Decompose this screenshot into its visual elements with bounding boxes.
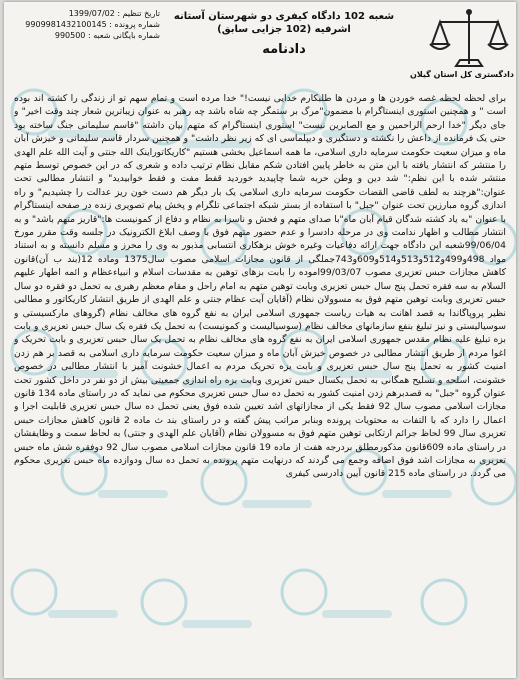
judgment-paragraph: برای لحظه لحظه غصه خوردن ها و مردن ها طلبکارم خدایی نیست!" خدا مرده است و تمام سهم تو از زندگی را کشته اند بوده است " و همچنین استوری اینستاگرام با مضمون"مرگ بر ستمگر چه شاه باشد چه رهبر به عنوان زیباترین شعار چند وقت اخیر" و جای دیگر "خدا ارحم الراحمین و مع الصابرین نیست" استوری اینستاگرام که متهم بیان داشته "قاسم سلیمانی جنگ ساخته بود حتی یک فرمانده از داعش را نکشته و دستگیری و دیپلماسی ای که زیر نظر داشت" و همچنین سردار قاسم سلیمانی و خیزش آبان ماه و میزان سعیت حکومت سرمایه داری اسلامی، ما همه اسماعیل بخشی هستیم "کاریکاتوراینک الله جنتی و آیت الله علم الهدی را منتشر که انتشار یافته با این متن به خاطر پایین افتادن شکم مقابل نظام ترتیب داده و شعری که در این خصوص توسط متهم منتشر شده با این نظم:" شد دین و وطن حربه شما چاپیدید خوردید قفط مفت و فقط خوابیدید" و انتشار مطالبی تحت عنوان:"هرچند به لطف قاضی القضات حکومت سرمایه داری اسلامی یک بار دیگر هم دست خون ریز عدالت را چشیدیم" و راه اندازی گروه مبارزین تحت عنوان "جبل" با استفاده از بستر شبکه اجتماعی تلگرام و پخش پیام تصویری زنده در صفحه اینستاگرام با عنوان "به یاد کشته شدگان قیام آبان ماه"با صدای متهم و فحش و ناسزا به نظام و دفاع از کمونیست ها:"قاریز متهم باشد" و به انتشار مطالب و اظهار ندامت وی در مرحله دادسرا و عدم حضور متهم فوق با وصف ابلاغ الکترونیک در جلسه وقت مقرر مورخ 99/06/04شعبه این دادگاه جهت ارائه دفاعیات وغیره خوش بزهکاری انتسابی مذبور به وی را محرز و مسلم دانسته و به استناد مواد 498و499و512و513و514و609و743جملگی از قانون مجازات اسلامی مصوب سال1375 وماده 12(بند ب آن)قانون کاهش مجازات حبس تعزیری مصوب 99/03/07اموده را بابت بزهای توهین به مقدسات اسلام و انبیاءعظام و ائمه اطهار علیهم السلام به سه فقره تحمل پنج سال حبس تعزیری وبابت توهین متهم به امام راحل و مقام معظم رهبری به تحمل دو فقره دو سال حبس تعزیری وبابت توهین متهم فوق به مسوولان نظام (آقایان آیت عظام جنتی و علم الهدی از طریق انتشار کاریکاتور و مطالبی نظیر پروپاگاندا به قصد اهانت به هیات ریاست جمهوری اسلامی ایران به نفع گروه های مخالف نظام (گروهای مارکسیستی و سوسیالیستی و نیز تبلیغ بنفع سازمانهای مخالف نظام (سوسیالیست و کمونیست) به تحمل یک فقره یک سال حبس تعزیری و بابت بزه تبلیغ علیه نظام مقدس جمهوری اسلامی ایران به نفع گروه های مخالف نظام به تحمل یک سال حبس تعزیری و بابت تحریک و اغوا مردم از طریق انتشار مطالبی در خصوص خیزش آبان ماه و میزان سعیت حکومت سرمایه داری اسلامی به قصد بر هم زدن امنیت کشور به تحمل پنج سال حبس تعزیری و بابت بزه تحریک مردم به اعمال خشونت آمیز با انتشار مطالبی در خصوص خشونت، اسلحه و تسلیح همگانی به تحمل یکسال حبس تعزیری وبابت بزه راه اندازی جمعیتی بیش از دو نفر در داخل کشور تحت عنوان گروه "جبل" به قصدبرهم زدن امنیت کشور به تحمل ده سال حبس تعزیری محکوم می نماید که در راستای ماده 134 قانون مجازات اسلامی مصوب سال 92 فقط یکی از مجازاتهای اشد تعیین شده فوق یعنی تحمل ده سال حبس تعزیری قابلیت اجرا و اعمال را دارد که با التفات به محتویات پرونده وبنابر مراتب پیش گفته و در راستای بند ث ماده 2 قانون کاهش مجازات حبس تعزیری سال 99 لحاظ جرائم ارتکابی توهین متهم فوق به مسوولان نظام (آقایان علم الهدی و جنتی) به لحاظ سمت و وظایفشان در راستای ماده 609قانون مذکورمطلق بردرجه هفت از ماده 19 قانون مجازات اسلامی مصوب سال 92 دوفقره شش ماه حبس تعزیری به مجازات اشد فوق اضافه وجمع می گردند که درنهایت متهم پرونده به تحمل ده سال ودوازده ماه حبس تعزیری محکوم می گردد. در راستای ماده 215 قانون آیین دادرسی کیفری <box>14 93 506 480</box>
document-sheet <box>4 2 516 678</box>
judgment-text <box>14 92 506 676</box>
court-caption: دادگستری کل استان گیلان <box>410 70 514 79</box>
issue-date: تاریخ تنظیم : 1399/07/02 <box>68 9 160 18</box>
document-header <box>4 2 516 90</box>
court-branch-title: شعبه 102 دادگاه کیفری دو شهرستان آستانه اشرفیه (102 جزایی سابق) <box>173 11 395 35</box>
case-number: شماره پرونده : 9909981432100145 <box>25 20 160 29</box>
document-title: دادنامه <box>262 42 306 57</box>
archive-number: شماره بایگانی شعبه : 990500 <box>54 31 160 40</box>
case-metadata <box>10 8 160 41</box>
